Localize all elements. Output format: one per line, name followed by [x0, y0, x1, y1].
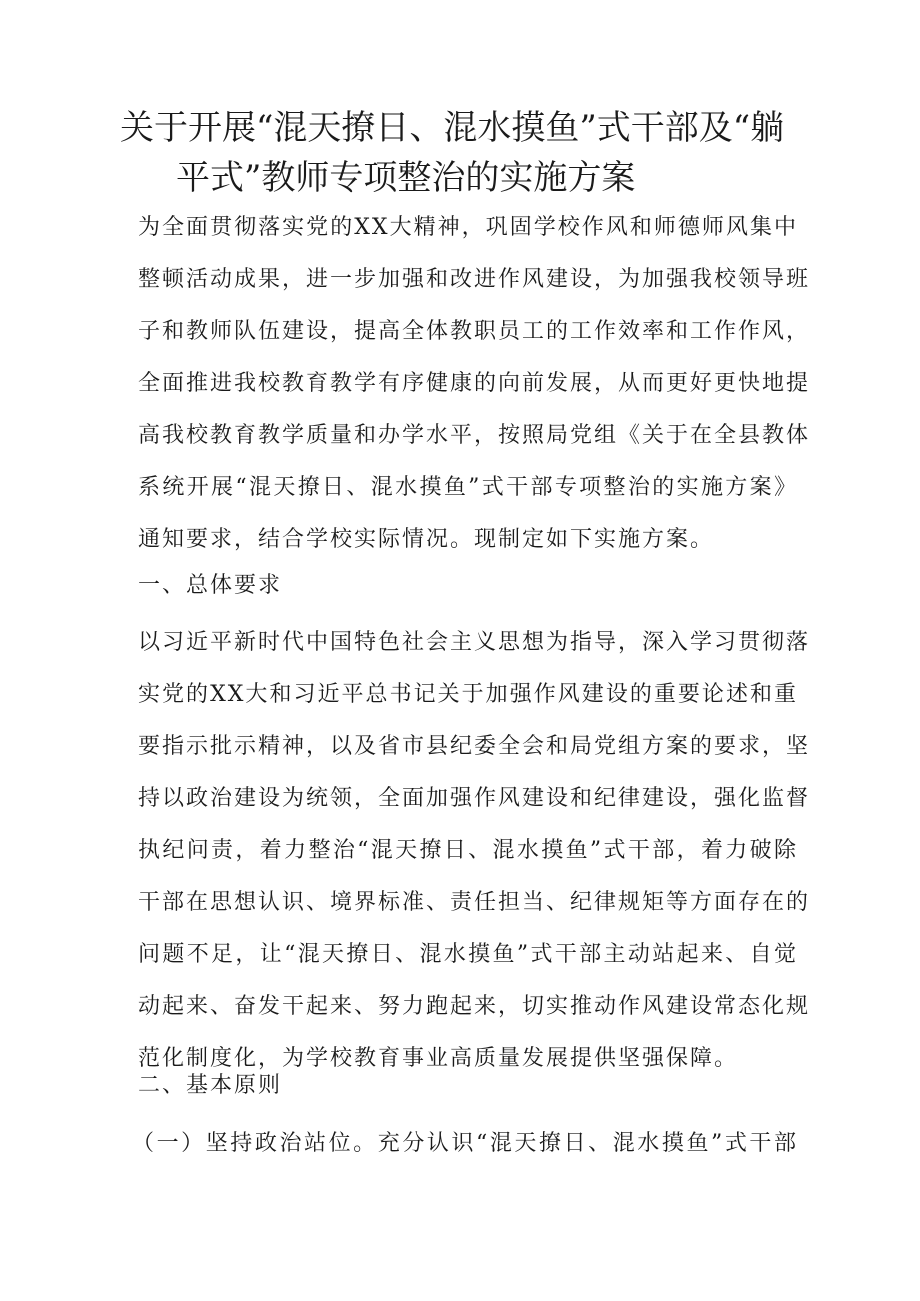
section2-paragraph	[132, 1118, 798, 1170]
intro-line: 高我校教育教学质量和办学水平，按照局党组《关于在全县教体	[138, 423, 811, 448]
section1-line: 问题不足，让“混天撩日、混水摸鱼”式干部主动站起来、自觉	[138, 942, 798, 967]
section2-line: （一）坚持政治站位。充分认识“混天撩日、混水摸鱼”式干部	[132, 1131, 798, 1156]
intro-line: 通知要求，结合学校实际情况。现制定如下实施方案。	[138, 527, 715, 552]
title-line-2: 平式”教师专项整治的实施方案	[176, 158, 636, 198]
intro-line: 整顿活动成果，进一步加强和改进作风建设，为加强我校领导班	[138, 267, 811, 292]
section1-line: 要指示批示精神，以及省市县纪委全会和局党组方案的要求，坚	[138, 734, 811, 759]
intro-line: 子和教师队伍建设，提高全体教职员工的工作效率和工作作风，	[138, 319, 811, 344]
section-heading-overall-requirements: 一、总体要求	[138, 573, 283, 598]
section1-line: 执纪问责，着力整治“混天撩日、混水摸鱼”式干部，着力破除	[138, 838, 798, 863]
section1-line: 持以政治建设为统领，全面加强作风建设和纪律建设，强化监督	[138, 786, 811, 811]
document-title	[120, 103, 800, 203]
section-heading-basic-principles: 二、基本原则	[138, 1073, 283, 1098]
section1-line: 实党的XX大和习近平总书记关于加强作风建设的重要论述和重	[138, 682, 798, 707]
section1-paragraph	[138, 617, 811, 1085]
section1-line: 范化制度化，为学校教育事业高质量发展提供坚强保障。	[138, 1046, 739, 1071]
section1-line: 以习近平新时代中国特色社会主义思想为指导，深入学习贯彻落	[138, 630, 811, 655]
section1-line: 干部在思想认识、境界标准、责任担当、纪律规矩等方面存在的	[138, 890, 811, 915]
title-line-1: 关于开展“混天撩日、混水摸鱼”式干部及“躺	[120, 108, 785, 148]
intro-paragraph	[138, 202, 811, 566]
intro-line: 全面推进我校教育教学有序健康的向前发展，从而更好更快地提	[138, 371, 811, 396]
intro-line: 为全面贯彻落实党的XX大精神，巩固学校作风和师德师风集中	[138, 215, 798, 240]
intro-line: 系统开展“混天撩日、混水摸鱼”式干部专项整治的实施方案》	[138, 475, 798, 500]
section1-line: 动起来、奋发干起来、努力跑起来，切实推动作风建设常态化规	[138, 994, 811, 1019]
